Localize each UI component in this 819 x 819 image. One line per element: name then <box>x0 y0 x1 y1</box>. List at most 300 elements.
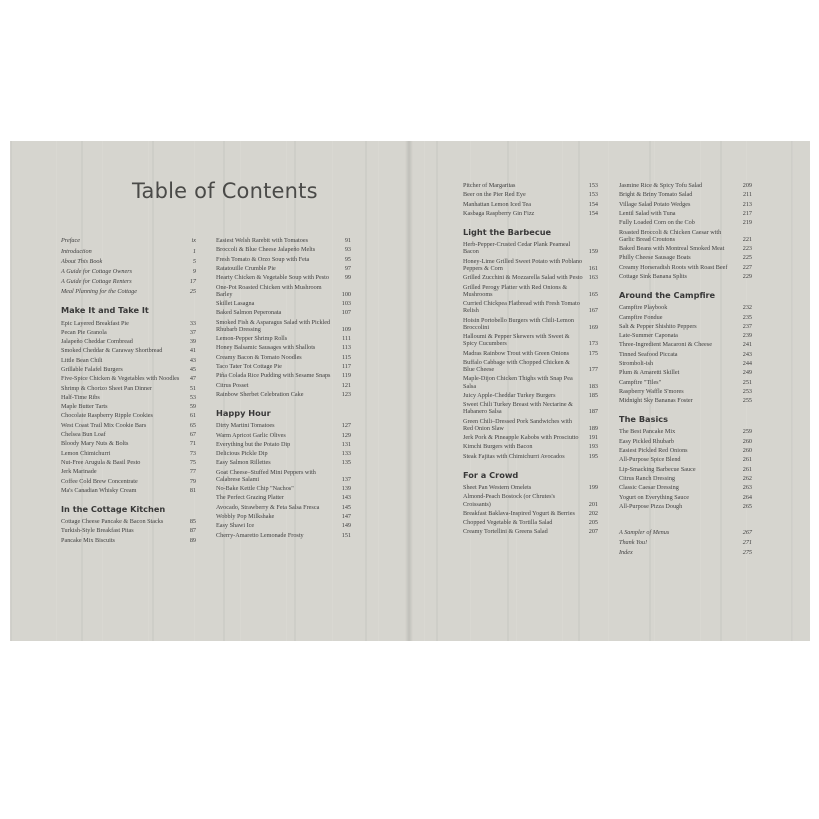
toc-entry[interactable] <box>619 437 752 446</box>
toc-entry-page: 145 <box>341 503 351 511</box>
toc-entry-page: 271 <box>742 538 752 546</box>
toc-entry[interactable] <box>463 358 598 375</box>
toc-entry-title: All-Purpose Spice Blend <box>619 456 681 464</box>
toc-entry-page: 77 <box>189 468 196 476</box>
toc-entry[interactable] <box>619 483 752 492</box>
toc-entry-page: 121 <box>341 381 351 389</box>
toc-entry[interactable] <box>463 348 598 357</box>
toc-entry-page: 235 <box>742 313 752 321</box>
toc-entry-title: Baked Salmon Peperonata <box>216 309 282 317</box>
toc-entry[interactable] <box>216 430 351 439</box>
toc-entry-page: 93 <box>344 246 351 254</box>
toc-entry-title: Grilled Perogy Platter with Red Onions & Mushrooms <box>463 283 568 298</box>
toc-entry[interactable] <box>463 433 598 442</box>
toc-entry-title: Easy Pickled Rhubarb <box>619 437 674 445</box>
toc-entry-title: Delicious Pickle Dip <box>216 450 268 458</box>
toc-entry[interactable] <box>216 299 351 308</box>
toc-entry[interactable] <box>463 282 598 299</box>
toc-entry-page: 167 <box>588 307 598 315</box>
toc-entry-title: Easy Salmon Rillettes <box>216 459 271 467</box>
toc-entry[interactable] <box>61 430 196 439</box>
toc-entry[interactable] <box>619 253 752 262</box>
toc-entry[interactable] <box>463 492 598 509</box>
toc-entry-title: Bloody Mary Nuts & Bolts <box>61 440 129 448</box>
toc-entry-title: A Sampler of Menus <box>619 528 670 536</box>
toc-entry[interactable] <box>619 537 752 547</box>
toc-entry-page: 243 <box>742 350 752 358</box>
toc-entry-page: 251 <box>742 378 752 386</box>
toc-entry-page: 265 <box>742 502 752 510</box>
toc-entry[interactable] <box>463 400 598 417</box>
toc-entry[interactable] <box>61 337 196 346</box>
toc-entry[interactable] <box>61 467 196 476</box>
toc-entry-title: Jasmine Rice & Spicy Tofu Salad <box>619 182 703 190</box>
toc-entry-page: 187 <box>588 408 598 416</box>
toc-entry-page: 129 <box>341 431 351 439</box>
toc-entry-page: 1 <box>192 247 196 255</box>
toc-entry[interactable] <box>216 308 351 317</box>
toc-entry-page: 259 <box>742 428 752 436</box>
toc-entry[interactable] <box>61 421 196 430</box>
toc-entry[interactable] <box>216 531 351 540</box>
toc-entry-page: 239 <box>742 332 752 340</box>
toc-entry[interactable] <box>61 356 196 365</box>
toc-entry[interactable] <box>619 396 752 405</box>
toc-entry[interactable] <box>463 181 598 190</box>
toc-entry-page: 67 <box>189 431 196 439</box>
toc-entry-title: A Guide for Cottage Owners <box>61 267 133 275</box>
toc-entry-title: Juicy Apple-Cheddar Turkey Burgers <box>463 391 556 399</box>
toc-entry-title: Ratatouille Crumble Pie <box>216 264 276 272</box>
toc-entry-page: 260 <box>742 447 752 455</box>
toc-entry-title: Chopped Vegetable & Tortilla Salad <box>463 519 553 527</box>
toc-entry-page: 227 <box>742 263 752 271</box>
toc-entry-page: 9 <box>192 267 196 275</box>
toc-entry-title: Nut-Free Arugula & Basil Pesto <box>61 458 141 466</box>
toc-entry[interactable] <box>619 209 752 218</box>
toc-entry-page: 211 <box>742 191 752 199</box>
toc-entry-title: Raspberry Waffle S'mores <box>619 387 684 395</box>
toc-entry-page: 47 <box>189 375 196 383</box>
toc-entry-title: Buffalo Cabbage with Chopped Chicken & Blue Cheese <box>463 358 570 374</box>
toc-entry[interactable] <box>61 374 196 383</box>
toc-section-heading: In the Cottage Kitchen <box>61 504 166 515</box>
toc-entry-title: No-Bake Kettle Chip "Nachos" <box>216 485 294 493</box>
toc-entry[interactable] <box>463 257 598 274</box>
toc-entry-title: Breakfast Baklava-Inspired Yogurt & Berries <box>463 509 575 517</box>
toc-entry[interactable] <box>216 458 351 467</box>
toc-entry-page: ix <box>191 237 196 245</box>
toc-entry[interactable] <box>61 526 196 535</box>
toc-entry[interactable] <box>619 427 752 436</box>
toc-entry[interactable] <box>216 255 351 264</box>
toc-entry-page: 135 <box>341 459 351 467</box>
toc-entry-title: Maple Butter Tarts <box>61 403 108 411</box>
toc-entry-title: Five-Spice Chicken & Vegetables with Noodles <box>61 375 180 383</box>
toc-entry-page: 65 <box>189 421 196 429</box>
toc-entry-page: 95 <box>344 255 351 263</box>
toc-entry-title: Broccoli & Blue Cheese Jalapeño Melts <box>216 246 316 254</box>
toc-entry[interactable] <box>61 266 196 276</box>
toc-entry-page: 253 <box>742 387 752 395</box>
toc-entry[interactable] <box>61 276 196 286</box>
toc-entry[interactable] <box>619 455 752 464</box>
toc-entry-title: Creamy Tortellini & Greens Salad <box>463 528 548 536</box>
toc-entry[interactable] <box>61 318 196 327</box>
toc-entry-title: Creamy Bacon & Tomato Noodles <box>216 353 302 361</box>
toc-entry-title: Dirty Martini Tomatoes <box>216 422 275 430</box>
toc-entry[interactable] <box>61 449 196 458</box>
toc-entry[interactable] <box>216 512 351 521</box>
toc-entry-page: 59 <box>189 403 196 411</box>
toc-entry-title: Turkish-Style Breakfast Pitas <box>61 527 134 535</box>
toc-entry[interactable] <box>619 263 752 272</box>
toc-entry-page: 221 <box>742 235 752 243</box>
toc-entry-title: Smoked Fish & Asparagus Salad with Pickled Rhubarb Dressing <box>216 318 331 333</box>
toc-entry[interactable] <box>463 240 598 257</box>
toc-entry-title: Sweet Chili Turkey Breast with Nectarine & Habanero Salsa <box>463 401 573 416</box>
toc-entry-page: 81 <box>189 486 196 494</box>
toc-entry[interactable] <box>61 236 196 246</box>
toc-entry-page: 262 <box>742 474 752 482</box>
toc-entry[interactable] <box>61 411 196 420</box>
toc-entry-title: Yogurt on Everything Sauce <box>619 493 690 501</box>
toc-entry[interactable] <box>216 449 351 458</box>
toc-entry[interactable] <box>61 486 196 495</box>
toc-entry[interactable] <box>619 181 752 190</box>
toc-entry-title: Maple-Dijon Chicken Thighs with Snap Pea Salsa <box>463 375 573 390</box>
toc-entry-title: A Guide for Cottage Renters <box>61 277 132 285</box>
toc-entry[interactable] <box>619 359 752 368</box>
toc-entry[interactable] <box>463 315 598 332</box>
toc-entry-title: Shrimp & Chorizo Sheet Pan Dinner <box>61 384 152 392</box>
toc-entry[interactable] <box>61 328 196 337</box>
toc-entry[interactable] <box>216 353 351 362</box>
toc-entry-title: Citrus Ranch Dressing <box>619 474 676 482</box>
toc-entry-title: Green Chili–Dressed Pork Sandwiches with Red Onion Slaw <box>463 417 572 432</box>
toc-entry[interactable] <box>216 245 351 254</box>
toc-entry[interactable] <box>61 402 196 411</box>
toc-entry-title: Wobbly Pop Milkshake <box>216 513 275 521</box>
toc-entry[interactable] <box>216 503 351 512</box>
toc-entry[interactable] <box>463 299 598 316</box>
toc-entry-page: 97 <box>344 264 351 272</box>
toc-entry-page: 255 <box>742 397 752 405</box>
toc-entry-page: 191 <box>588 434 598 442</box>
toc-entry-title: Pecan Pie Granola <box>61 328 107 336</box>
toc-entry-page: 165 <box>588 290 598 298</box>
toc-entry-title: Goat Cheese–Stuffed Mini Peppers with Calabrese Salami <box>216 468 316 483</box>
toc-entry[interactable] <box>619 190 752 199</box>
toc-entry-page: 241 <box>742 341 752 349</box>
toc-entry-title: Midnight Sky Bananas Foster <box>619 397 693 405</box>
toc-entry[interactable] <box>619 244 752 253</box>
toc-entry-page: 107 <box>341 309 351 317</box>
toc-entry[interactable] <box>619 474 752 483</box>
toc-entry[interactable] <box>619 312 752 321</box>
toc-entry-page: 217 <box>742 209 752 217</box>
toc-entry-page: 223 <box>742 245 752 253</box>
toc-entry-title: Little Bean Chili <box>61 356 103 364</box>
toc-entry-page: 117 <box>341 363 351 371</box>
toc-entry-page: 33 <box>189 319 196 327</box>
toc-entry[interactable] <box>619 227 752 244</box>
toc-entry-page: 85 <box>189 518 196 526</box>
toc-entry-page: 127 <box>341 422 351 430</box>
toc-entry[interactable] <box>619 493 752 502</box>
toc-entry[interactable] <box>216 521 351 530</box>
toc-entry[interactable] <box>463 200 598 209</box>
toc-entry-page: 209 <box>742 182 752 190</box>
toc-entry[interactable] <box>463 442 598 451</box>
toc-entry[interactable] <box>216 362 351 371</box>
toc-entry-page: 219 <box>742 219 752 227</box>
toc-entry-page: 199 <box>588 484 598 492</box>
toc-entry-page: 17 <box>189 277 196 285</box>
toc-entry-title: Grilled Zucchini & Mozzarella Salad with Pesto <box>463 274 583 282</box>
toc-entry-page: 131 <box>341 440 351 448</box>
toc-entry[interactable] <box>61 458 196 467</box>
toc-entry-page: 207 <box>588 528 598 536</box>
toc-entry-page: 51 <box>189 384 196 392</box>
toc-entry-page: 264 <box>742 493 752 501</box>
toc-column-2 <box>216 236 351 540</box>
toc-entry-title: Introduction <box>61 247 92 255</box>
toc-entry[interactable] <box>216 343 351 352</box>
toc-entry-title: Skillet Lasagna <box>216 300 255 308</box>
toc-entry-title: Kimchi Burgers with Bacon <box>463 443 533 451</box>
toc-entry-page: 43 <box>189 356 196 364</box>
toc-entry-title: Jerk Pork & Pineapple Kabobs with Prosciutto <box>463 434 579 442</box>
toc-entry[interactable] <box>61 384 196 393</box>
toc-entry[interactable] <box>463 518 598 527</box>
toc-entry[interactable] <box>619 331 752 340</box>
toc-entry[interactable] <box>619 446 752 455</box>
toc-entry[interactable] <box>619 387 752 396</box>
toc-entry[interactable] <box>619 368 752 377</box>
toc-entry[interactable] <box>463 417 598 434</box>
toc-entry-title: Cottage Sink Banana Splits <box>619 272 687 280</box>
toc-entry[interactable] <box>61 439 196 448</box>
toc-entry-page: 5 <box>192 257 196 265</box>
toc-entry-title: Fresh Tomato & Orzo Soup with Feta <box>216 255 310 263</box>
toc-entry-page: 267 <box>742 528 752 536</box>
toc-entry-page: 109 <box>341 325 351 333</box>
toc-section-heading: For a Crowd <box>463 469 519 480</box>
toc-entry[interactable] <box>619 218 752 227</box>
toc-entry-page: 244 <box>742 360 752 367</box>
toc-entry-page: 175 <box>588 349 598 357</box>
toc-entry-title: Beer on the Pier Red Eye <box>463 191 526 199</box>
toc-entry-title: Tinned Seafood Piccata <box>619 350 678 358</box>
toc-entry[interactable] <box>463 527 598 536</box>
toc-entry-title: Steak Fajitas with Chimichurri Avocados <box>463 452 565 460</box>
toc-entry-page: 149 <box>341 522 351 530</box>
toc-entry-title: Easiest Pickled Red Onions <box>619 447 688 455</box>
toc-entry-page: 45 <box>189 366 196 373</box>
toc-entry[interactable] <box>216 236 351 245</box>
toc-entry[interactable] <box>619 547 752 557</box>
toc-entry[interactable] <box>463 374 598 391</box>
toc-entry-title: Honey Balsamic Sausages with Shallots <box>216 344 316 352</box>
toc-entry-page: 193 <box>588 443 598 451</box>
toc-entry[interactable] <box>216 273 351 282</box>
toc-entry[interactable] <box>61 477 196 486</box>
toc-entry-title: Lemon-Pepper Shrimp Rolls <box>216 335 288 343</box>
toc-entry[interactable] <box>463 391 598 400</box>
toc-entry[interactable] <box>61 256 196 266</box>
toc-entry[interactable] <box>216 318 351 335</box>
toc-entry-title: Everything but the Potato Dip <box>216 440 291 448</box>
toc-entry[interactable] <box>216 468 351 485</box>
toc-entry-page: 275 <box>742 548 752 556</box>
toc-entry-page: 183 <box>588 382 598 390</box>
toc-entry-title: Thank You! <box>619 538 648 546</box>
toc-section-heading: Around the Campfire <box>619 290 716 301</box>
toc-entry[interactable] <box>619 340 752 349</box>
toc-entry[interactable] <box>61 393 196 402</box>
toc-entry[interactable] <box>216 264 351 273</box>
toc-entry-page: 99 <box>344 274 351 282</box>
toc-entry-title: Madras Rainbow Trout with Green Onions <box>463 349 570 357</box>
toc-entry-page: 153 <box>588 182 598 190</box>
toc-entry-page: 113 <box>341 344 351 352</box>
toc-entry-page: 159 <box>588 248 598 256</box>
toc-entry-title: Plum & Amaretti Skillet <box>619 369 680 377</box>
toc-entry-page: 261 <box>742 465 752 473</box>
toc-entry-page: 185 <box>588 391 598 399</box>
toc-entry-page: 37 <box>189 328 196 336</box>
toc-entry-title: West Coast Trail Mix Cookie Bars <box>61 421 147 429</box>
toc-entry[interactable] <box>216 421 351 430</box>
toc-entry-title: Campfire Playbook <box>619 304 668 312</box>
toc-entry-title: Index <box>619 548 633 556</box>
toc-entry-title: Smoked Cheddar & Caraway Shortbread <box>61 347 163 355</box>
toc-entry-page: 154 <box>588 200 598 208</box>
toc-entry[interactable] <box>216 381 351 390</box>
toc-entry-title: Three-Ingredient Macaroni & Cheese <box>619 341 712 349</box>
toc-entry-title: Rainbow Sherbet Celebration Cake <box>216 390 304 398</box>
toc-entry[interactable] <box>216 493 351 502</box>
toc-entry[interactable] <box>61 246 196 256</box>
toc-entry[interactable] <box>216 484 351 493</box>
toc-entry-page: 133 <box>341 450 351 458</box>
toc-entry-page: 151 <box>341 531 351 539</box>
toc-entry[interactable] <box>61 365 196 374</box>
toc-entry[interactable] <box>463 209 598 218</box>
toc-entry-title: Almond-Peach Bostock (or Chrutes's Croissants) <box>463 493 556 508</box>
toc-entry[interactable] <box>61 517 196 526</box>
toc-entry[interactable] <box>619 272 752 281</box>
toc-entry-title: Half-Time Ribs <box>61 393 100 401</box>
toc-entry-page: 225 <box>742 254 752 262</box>
toc-entry-page: 154 <box>588 209 598 217</box>
toc-entry-title: Grillable Falafel Burgers <box>61 366 123 373</box>
toc-entry[interactable] <box>619 465 752 474</box>
toc-entry-page: 161 <box>588 264 598 272</box>
toc-entry-title: Salt & Pepper Shishito Peppers <box>619 322 697 330</box>
toc-entry-page: 232 <box>742 304 752 312</box>
toc-section-heading: The Basics <box>619 414 668 425</box>
toc-entry[interactable] <box>619 527 752 537</box>
toc-entry-title: Sheet Pan Western Omelets <box>463 484 532 492</box>
toc-entry-title: Ma's Canadian Whisky Cream <box>61 486 137 494</box>
toc-entry-title: Chelsea Bun Loaf <box>61 431 106 439</box>
toc-entry[interactable] <box>463 190 598 199</box>
toc-entry[interactable] <box>61 536 196 545</box>
toc-entry-page: 261 <box>742 456 752 464</box>
toc-entry-title: The Best Pancake Mix <box>619 428 676 436</box>
toc-entry-page: 147 <box>341 513 351 521</box>
toc-entry[interactable] <box>216 390 351 399</box>
toc-entry-title: Fully Loaded Corn on the Cob <box>619 219 695 227</box>
toc-entry-page: 229 <box>742 272 752 280</box>
toc-column-1 <box>61 236 196 545</box>
toc-entry-title: Campfire "Tiles" <box>619 378 662 386</box>
toc-entry[interactable] <box>463 509 598 518</box>
toc-entry[interactable] <box>61 346 196 355</box>
toc-entry[interactable] <box>463 332 598 349</box>
toc-entry-page: 237 <box>742 322 752 330</box>
toc-entry-page: 71 <box>189 440 196 448</box>
toc-entry-page: 89 <box>189 536 196 544</box>
toc-entry-title: Hearty Chicken & Vegetable Soup with Pesto <box>216 274 329 282</box>
toc-entry-title: Jerk Marinade <box>61 468 97 476</box>
toc-entry-page: 79 <box>189 477 196 485</box>
toc-entry-title: Cottage Cheese Pancake & Bacon Stacks <box>61 518 164 526</box>
toc-entry[interactable] <box>619 350 752 359</box>
toc-entry-title: Cherry-Amaretto Lemonade Frosty <box>216 531 304 539</box>
toc-entry[interactable] <box>619 303 752 312</box>
toc-entry-title: All-Purpose Pizza Dough <box>619 502 683 510</box>
toc-entry[interactable] <box>463 452 598 461</box>
toc-entry-page: 87 <box>189 527 196 535</box>
toc-entry[interactable] <box>216 334 351 343</box>
toc-entry[interactable] <box>463 273 598 282</box>
toc-entry[interactable] <box>619 200 752 209</box>
toc-entry-page: 163 <box>588 274 598 282</box>
toc-entry-title: The Perfect Grazing Platter <box>216 494 284 502</box>
toc-entry-page: 201 <box>588 500 598 508</box>
toc-entry[interactable] <box>216 282 351 299</box>
toc-entry-page: 263 <box>742 484 752 492</box>
toc-section-heading: Light the Barbecue <box>463 227 552 238</box>
toc-entry[interactable] <box>216 440 351 449</box>
toc-entry-title: Pitcher of Margaritas <box>463 182 516 190</box>
toc-entry-page: 39 <box>189 338 196 346</box>
toc-entry-page: 103 <box>341 300 351 308</box>
toc-entry-title: Coffee Cold Brew Concentrate <box>61 477 138 485</box>
toc-entry-title: Halloumi & Pepper Skewers with Sweet & Spicy Cucumbers <box>463 333 570 348</box>
toc-entry-page: 119 <box>341 372 351 380</box>
toc-entry-page: 123 <box>341 390 351 398</box>
toc-section-heading: Happy Hour <box>216 408 271 419</box>
toc-entry[interactable] <box>619 378 752 387</box>
toc-entry[interactable] <box>619 322 752 331</box>
toc-entry[interactable] <box>61 286 196 296</box>
toc-entry-page: 202 <box>588 509 598 517</box>
toc-entry-title: Honey-Lime Grilled Sweet Potato with Poblano Peppers & Corn <box>463 257 583 272</box>
toc-entry-page: 100 <box>341 290 351 298</box>
toc-entry-page: 143 <box>341 494 351 502</box>
toc-entry-title: Preface <box>61 237 81 245</box>
toc-entry-page: 91 <box>344 237 351 245</box>
toc-entry-page: 137 <box>341 475 351 483</box>
toc-entry[interactable] <box>216 371 351 380</box>
toc-entry-title: Philly Cheese Sausage Boats <box>619 254 691 262</box>
toc-entry[interactable] <box>463 483 598 492</box>
toc-entry[interactable] <box>619 502 752 511</box>
